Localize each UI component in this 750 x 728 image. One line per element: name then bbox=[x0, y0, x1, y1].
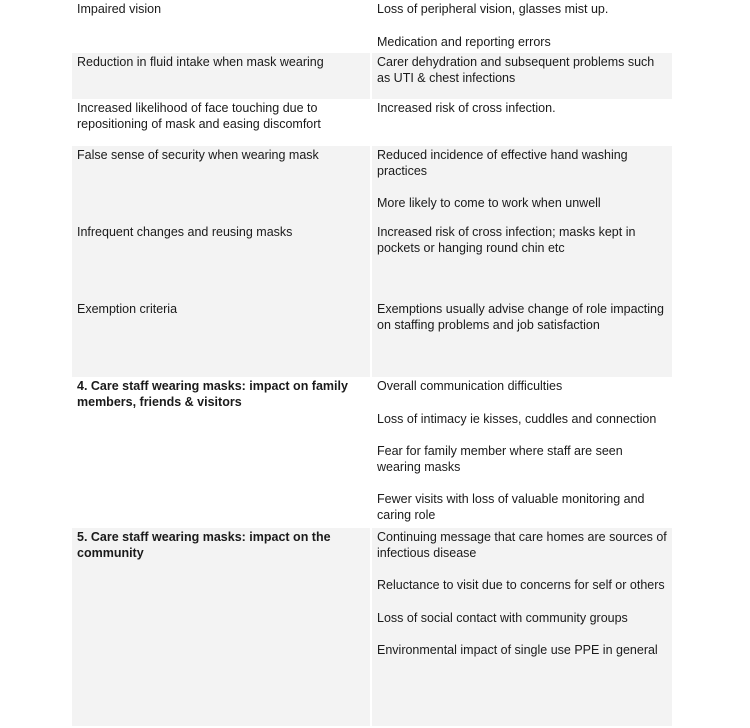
impact-cell: Impaired vision bbox=[77, 2, 162, 16]
impact-cell: Reduction in fluid intake when mask wearing bbox=[72, 53, 370, 99]
impact-cell: Infrequent changes and reusing masks bbox=[72, 223, 370, 300]
effect-item: Overall communication difficulties bbox=[377, 379, 563, 393]
effect-item: Environmental impact of single use PPE in general bbox=[377, 643, 658, 657]
table-row bbox=[72, 53, 672, 99]
table-row bbox=[72, 528, 672, 726]
effects-cell bbox=[372, 53, 672, 99]
table-row bbox=[72, 99, 672, 146]
table-row bbox=[72, 300, 672, 377]
section-heading-5: 5. Care staff wearing masks: impact on the community bbox=[72, 528, 370, 726]
effects-cell bbox=[372, 146, 672, 223]
effect-item: Loss of peripheral vision, glasses mist up. bbox=[377, 2, 609, 16]
impact-cell: Increased likelihood of face touching due to repositioning of mask and easing discomfort bbox=[77, 101, 321, 131]
effect-item: Increased risk of cross infection; masks kept in pockets or hanging round chin etc bbox=[377, 225, 636, 255]
effects-cell bbox=[372, 300, 672, 377]
effect-item: Loss of intimacy ie kisses, cuddles and connection bbox=[377, 411, 657, 426]
effect-item: Fear for family member where staff are seen wearing masks bbox=[377, 444, 623, 474]
section-heading-4: 4. Care staff wearing masks: impact on family members, friends & visitors bbox=[77, 379, 348, 409]
effect-item: Carer dehydration and subsequent problems such as UTI & chest infections bbox=[377, 55, 655, 85]
effect-item: Fewer visits with loss of valuable monitoring and caring role bbox=[377, 492, 645, 522]
effect-item: Reduced incidence of effective hand washing practices bbox=[377, 148, 628, 178]
impact-cell: Exemption criteria bbox=[72, 300, 370, 377]
effects-cell bbox=[372, 99, 672, 146]
effect-item: Medication and reporting errors bbox=[377, 34, 551, 49]
impact-table bbox=[72, 0, 672, 726]
effects-cell bbox=[372, 377, 672, 528]
table-row bbox=[72, 0, 672, 53]
table-row bbox=[72, 146, 672, 223]
effect-item: Continuing message that care homes are sources of infectious disease bbox=[377, 530, 667, 560]
effects-cell bbox=[372, 528, 672, 726]
table-row bbox=[72, 377, 672, 528]
effects-cell bbox=[372, 0, 672, 53]
effect-item: Loss of social contact with community groups bbox=[377, 610, 628, 625]
impact-cell: False sense of security when wearing mask bbox=[72, 146, 370, 223]
effect-item: Reluctance to visit due to concerns for self or others bbox=[377, 578, 665, 592]
table-row bbox=[72, 223, 672, 300]
effect-item: Exemptions usually advise change of role impacting on staffing problems and job satisfaction bbox=[377, 302, 664, 332]
effect-item: Increased risk of cross infection. bbox=[377, 101, 556, 115]
effect-item: More likely to come to work when unwell bbox=[377, 196, 601, 210]
effects-cell bbox=[372, 223, 672, 300]
